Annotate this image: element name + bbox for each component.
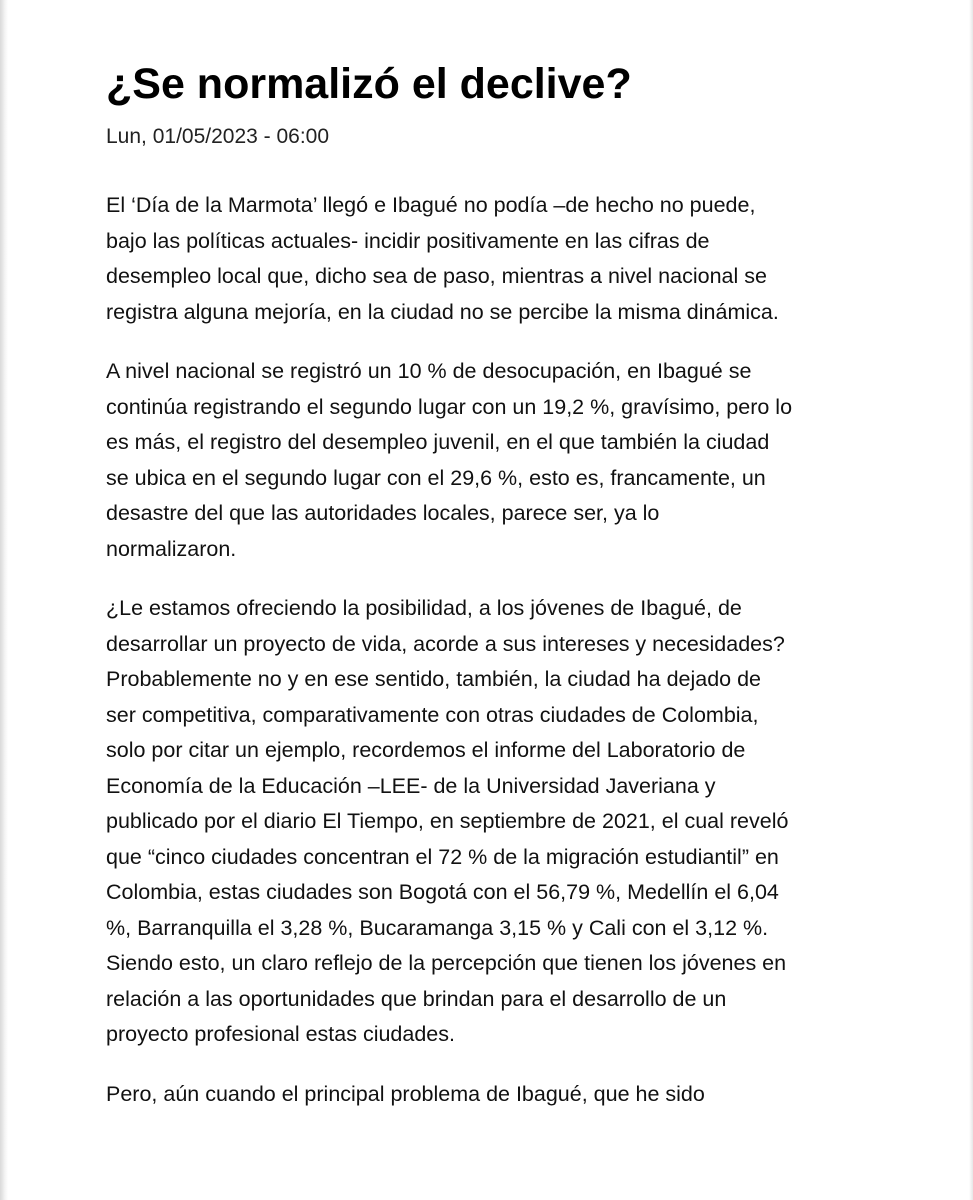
paragraph-line: se ubica en el segundo lugar con el 29,6 %, esto es, francamente, un bbox=[106, 465, 766, 490]
article-paragraph bbox=[106, 354, 886, 567]
paragraph-line: registra alguna mejoría, en la ciudad no se percibe la misma dinámica. bbox=[106, 299, 779, 324]
article-title: ¿Se normalizó el declive? bbox=[106, 60, 632, 108]
paragraph-line: que “cinco ciudades concentran el 72 % de la migración estudiantil” en bbox=[106, 844, 779, 869]
paragraph-line: Siendo esto, un claro reflejo de la percepción que tienen los jóvenes en bbox=[106, 951, 787, 975]
article-body bbox=[106, 188, 886, 1112]
article-date: Lun, 01/05/2023 - 06:00 bbox=[106, 125, 330, 148]
paragraph-line: Economía de la Educación –LEE- de la Universidad Javeriana y bbox=[106, 773, 716, 798]
paragraph-line: normalizaron. bbox=[106, 536, 237, 561]
paragraph-line: Colombia, estas ciudades son Bogotá con el 56,79 %, Medellín el 6,04 bbox=[106, 880, 779, 904]
paragraph-line: bajo las políticas actuales- incidir positivamente en las cifras de bbox=[106, 228, 710, 253]
paragraph-line: desastre del que las autoridades locales, parece ser, ya lo bbox=[106, 501, 660, 525]
article-paragraph bbox=[106, 591, 886, 1053]
paragraph-line: Probablemente no y en ese sentido, también, la ciudad ha dejado de bbox=[106, 667, 762, 691]
paragraph-line: relación a las oportunidades que brindan para el desarrollo de un bbox=[106, 986, 727, 1011]
paragraph-line: proyecto profesional estas ciudades. bbox=[106, 1022, 455, 1046]
article bbox=[106, 58, 886, 1136]
paragraph-line: %, Barranquilla el 3,28 %, Bucaramanga 3,15 % y Cali con el 3,12 %. bbox=[106, 915, 769, 940]
paragraph-line: Pero, aún cuando el principal problema de Ibagué, que he sido bbox=[106, 1081, 705, 1106]
article-paragraph bbox=[106, 188, 886, 330]
page-left-edge bbox=[0, 0, 8, 1200]
paragraph-line: ¿Le estamos ofreciendo la posibilidad, a los jóvenes de Ibagué, de bbox=[106, 596, 742, 620]
paragraph-line: publicado por el diario El Tiempo, en septiembre de 2021, el cual reveló bbox=[106, 809, 789, 833]
paragraph-line: es más, el registro del desempleo juvenil, en el que también la ciudad bbox=[106, 430, 770, 454]
paragraph-line: A nivel nacional se registró un 10 % de desocupación, en Ibagué se bbox=[106, 359, 752, 383]
page-right-edge bbox=[969, 0, 973, 1200]
paragraph-line: desarrollar un proyecto de vida, acorde a sus intereses y necesidades? bbox=[106, 631, 785, 656]
paragraph-line: desempleo local que, dicho sea de paso, mientras a nivel nacional se bbox=[106, 264, 767, 288]
paragraph-line: El ‘Día de la Marmota’ llegó e Ibagué no podía –de hecho no puede, bbox=[106, 193, 756, 217]
article-paragraph bbox=[106, 1077, 886, 1113]
paragraph-line: ser competitiva, comparativamente con otras ciudades de Colombia, bbox=[106, 702, 759, 727]
paragraph-line: solo por citar un ejemplo, recordemos el informe del Laboratorio de bbox=[106, 738, 746, 762]
paragraph-line: continúa registrando el segundo lugar con un 19,2 %, gravísimo, pero lo bbox=[106, 394, 793, 419]
